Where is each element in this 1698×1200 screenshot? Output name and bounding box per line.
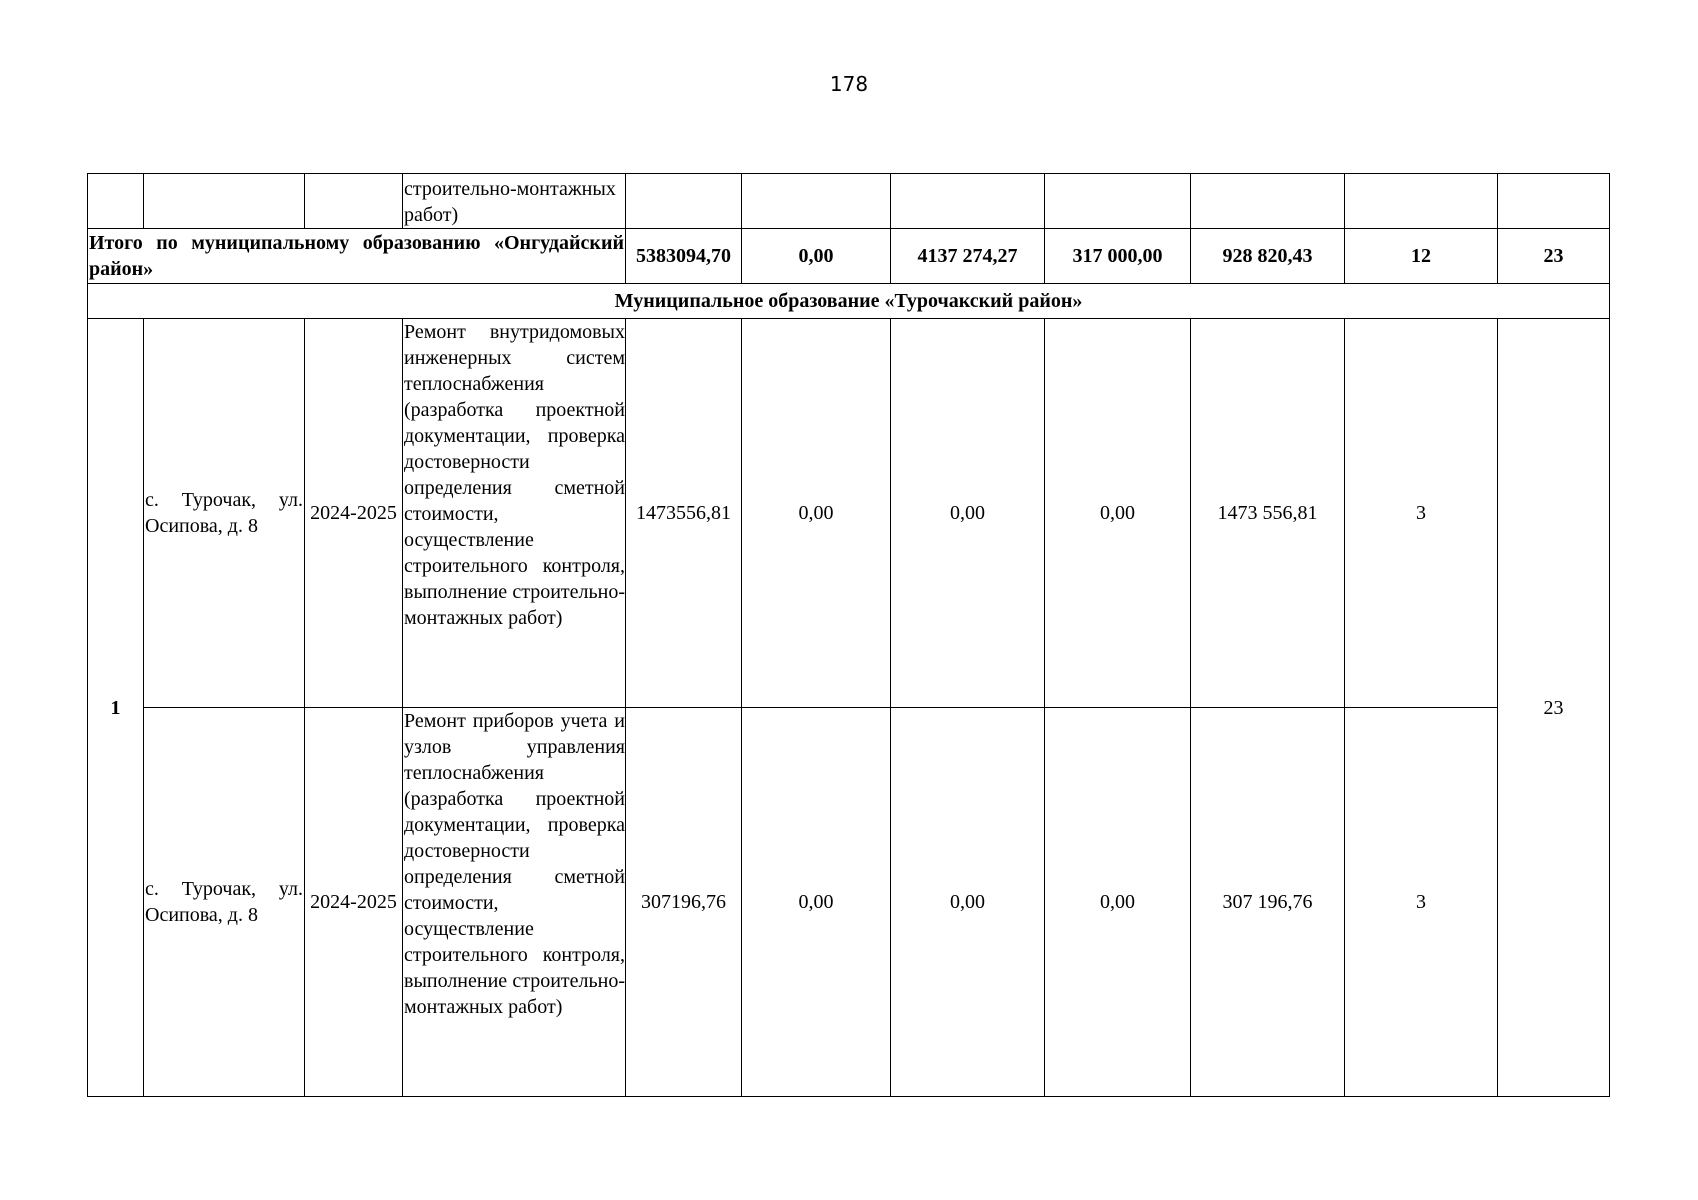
item-owners-funds: 1473 556,81 bbox=[1191, 319, 1345, 708]
section-row bbox=[88, 284, 1610, 319]
cell-empty bbox=[626, 174, 742, 229]
item-address: с. Турочак, ул. Осипова, д. 8 bbox=[144, 319, 305, 708]
cell-empty bbox=[1191, 174, 1345, 229]
section-title: Муниципальное образование «Турочакский район» bbox=[88, 284, 1610, 319]
cell-empty bbox=[1045, 174, 1191, 229]
item-description: Ремонт внутридомовых инженерных систем теплоснабжения (разработка проектной документации, проверка достоверности определения сметной стоимости, осуществление строительного контроля, выполнение строительно-монтажных работ) bbox=[403, 319, 626, 708]
total-republic-budget: 4137 274,27 bbox=[891, 229, 1045, 284]
cell-empty bbox=[305, 174, 403, 229]
item-description: Ремонт приборов учета и узлов управления теплоснабжения (разработка проектной документации, проверка достоверности определения сметной стоимости, осуществление строительного контроля, выполнение строительно-монтажных работ) bbox=[403, 708, 626, 1097]
item-republic-budget: 0,00 bbox=[891, 708, 1045, 1097]
item-number: 1 bbox=[88, 319, 144, 1097]
total-col-13: 23 bbox=[1498, 229, 1610, 284]
item-total-cost: 1473556,81 bbox=[626, 319, 742, 708]
total-owners-funds: 928 820,43 bbox=[1191, 229, 1345, 284]
total-cost: 5383094,70 bbox=[626, 229, 742, 284]
total-label: Итого по муниципальному образованию «Онгудайский район» bbox=[88, 229, 626, 284]
cell-empty bbox=[1498, 174, 1610, 229]
table-row bbox=[88, 708, 1610, 1097]
continued-row bbox=[88, 174, 1610, 229]
total-row bbox=[88, 229, 1610, 284]
cell-empty bbox=[88, 174, 144, 229]
total-fund: 0,00 bbox=[742, 229, 891, 284]
cell-empty bbox=[1345, 174, 1498, 229]
table-row bbox=[88, 319, 1610, 708]
item-local-budget: 0,00 bbox=[1045, 708, 1191, 1097]
cell-empty bbox=[742, 174, 891, 229]
item-fund: 0,00 bbox=[742, 708, 891, 1097]
repair-program-table bbox=[87, 173, 1610, 1097]
total-local-budget: 317 000,00 bbox=[1045, 229, 1191, 284]
item-address: с. Турочак, ул. Осипова, д. 8 bbox=[144, 708, 305, 1097]
item-owners-funds: 307 196,76 bbox=[1191, 708, 1345, 1097]
item-local-budget: 0,00 bbox=[1045, 319, 1191, 708]
total-col-12: 12 bbox=[1345, 229, 1498, 284]
cell-empty bbox=[891, 174, 1045, 229]
item-col-12: 3 bbox=[1345, 319, 1498, 708]
item-years: 2024-2025 bbox=[305, 319, 403, 708]
item-total-cost: 307196,76 bbox=[626, 708, 742, 1097]
item-fund: 0,00 bbox=[742, 319, 891, 708]
page-number: 178 bbox=[829, 72, 869, 96]
item-republic-budget: 0,00 bbox=[891, 319, 1045, 708]
item-col-13: 23 bbox=[1498, 319, 1610, 1097]
cell-empty bbox=[144, 174, 305, 229]
item-years: 2024-2025 bbox=[305, 708, 403, 1097]
item-col-12: 3 bbox=[1345, 708, 1498, 1097]
continued-description: строительно-монтажных работ) bbox=[403, 174, 626, 229]
